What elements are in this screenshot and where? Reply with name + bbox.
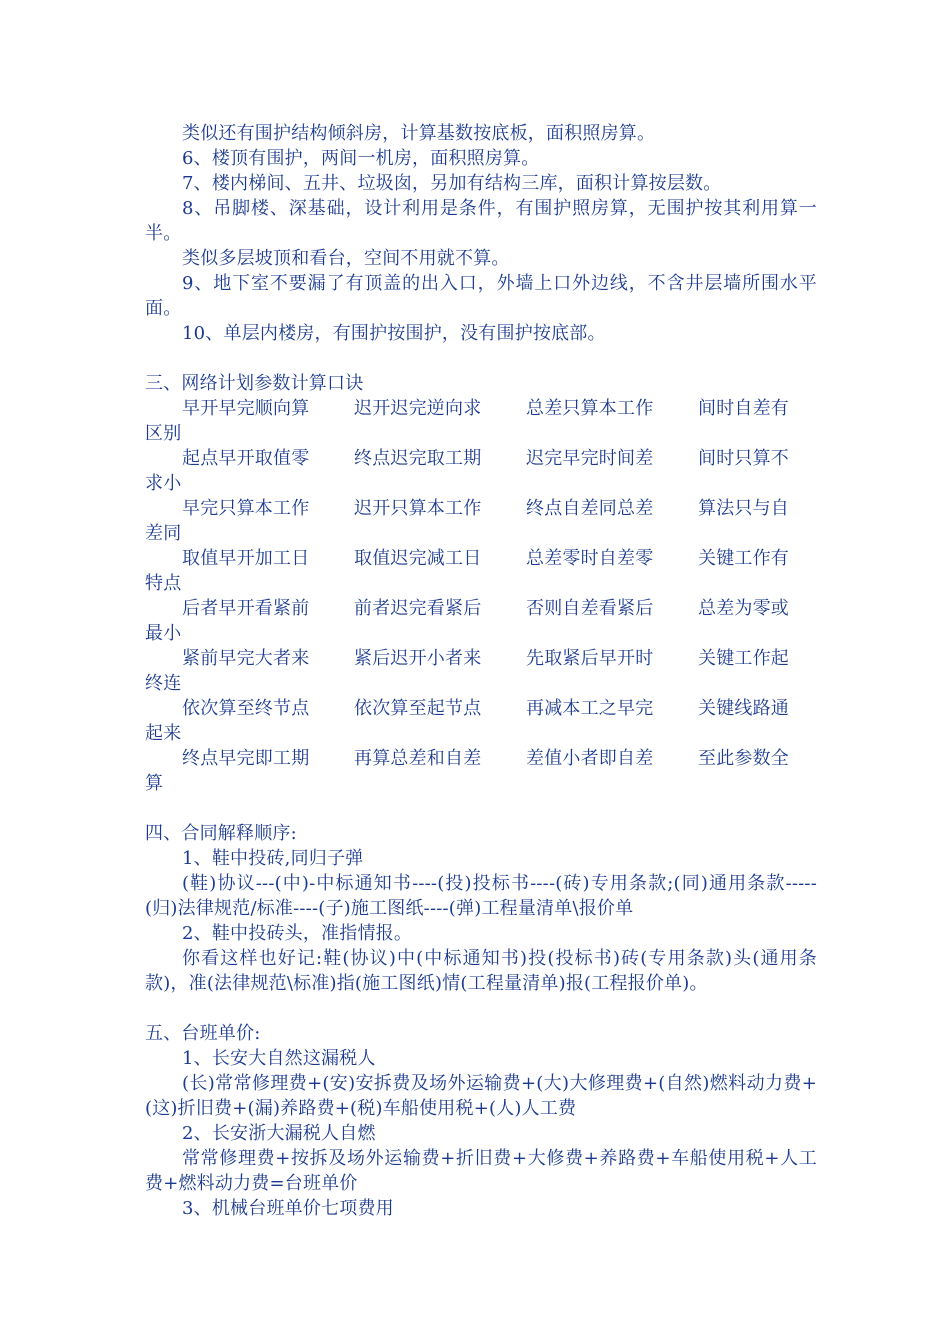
paragraph: 3、机械台班单价七项费用 [182, 1198, 394, 1219]
paragraph: 1、鞋中投砖,同归子弹 [182, 848, 364, 869]
mnemonic-row: 取值早开加工日 取值迟完减工日 总差零时自差零 关键工作有 特点 [145, 548, 789, 594]
mnemonic-row: 终点早完即工期 再算总差和自差 差值小者即自差 至此参数全 算 [145, 748, 789, 794]
mnemonic-row: 早开早完顺向算 迟开迟完逆向求 总差只算本工作 间时自差有 区别 [145, 398, 789, 444]
section-heading-contract: 四、合同解释顺序: [145, 823, 297, 844]
paragraph: 8、吊脚楼、深基础，设计利用是条件，有围护照房算，无围护按其利用算一半。 [145, 198, 817, 244]
section-heading-machine: 五、台班单价: [145, 1023, 261, 1044]
document-page [145, 121, 817, 1221]
mnemonic-row: 紧前早完大者来 紧后迟开小者来 先取紧后早开时 关键工作起 终连 [145, 648, 789, 694]
paragraph: 2、长安浙大漏税人自燃 [182, 1123, 376, 1144]
paragraph: 常常修理费+按拆及场外运输费+折旧费+大修费+养路费+车船使用税+人工费+燃料动力费=台班单价 [145, 1148, 817, 1194]
paragraph: 你看这样也好记:鞋(协议)中(中标通知书)投(投标书)砖(专用条款)头(通用条款)，准(法律规范\标准)指(施工图纸)情(工程量清单)报(工程报价单)。 [145, 948, 817, 994]
spacer [145, 346, 817, 371]
paragraph: (长)常常修理费+(安)安拆费及场外运输费+(大)大修理费+(自然)燃料动力费+(这)折旧费+(漏)养路费+(税)车船使用税+(人)人工费 [145, 1073, 817, 1119]
section-heading-network: 三、网络计划参数计算口诀 [145, 373, 364, 394]
paragraph: 9、地下室不要漏了有顶盖的出入口，外墙上口外边线，不含井层墙所围水平面。 [145, 273, 817, 319]
paragraph: (鞋)协议---(中)-中标通知书----(投)投标书----(砖)专用条款;(同)通用条款-----(归)法律规范/标准----(子)施工图纸----(弹)工程量清单\报价单 [145, 873, 817, 919]
mnemonic-row: 起点早开取值零 终点迟完取工期 迟完早完时间差 间时只算不 求小 [145, 448, 789, 494]
mnemonic-row: 后者早开看紧前 前者迟完看紧后 否则自差看紧后 总差为零或 最小 [145, 598, 789, 644]
paragraph: 类似还有围护结构倾斜房，计算基数按底板，面积照房算。 [182, 123, 656, 144]
paragraph: 1、长安大自然这漏税人 [182, 1048, 376, 1069]
spacer [145, 796, 817, 821]
paragraph: 10、单层内楼房，有围护按围护，没有围护按底部。 [182, 323, 606, 344]
paragraph: 6、楼顶有围护，两间一机房，面积照房算。 [182, 148, 540, 169]
paragraph: 类似多层坡顶和看台，空间不用就不算。 [182, 248, 510, 269]
spacer [145, 996, 817, 1021]
paragraph: 7、楼内梯间、五井、垃圾囱，另加有结构三库，面积计算按层数。 [182, 173, 722, 194]
paragraph: 2、鞋中投砖头，准指情报。 [182, 923, 413, 944]
mnemonic-row: 早完只算本工作 迟开只算本工作 终点自差同总差 算法只与自 差同 [145, 498, 789, 544]
mnemonic-row: 依次算至终节点 依次算至起节点 再减本工之早完 关键线路通 起来 [145, 698, 789, 744]
